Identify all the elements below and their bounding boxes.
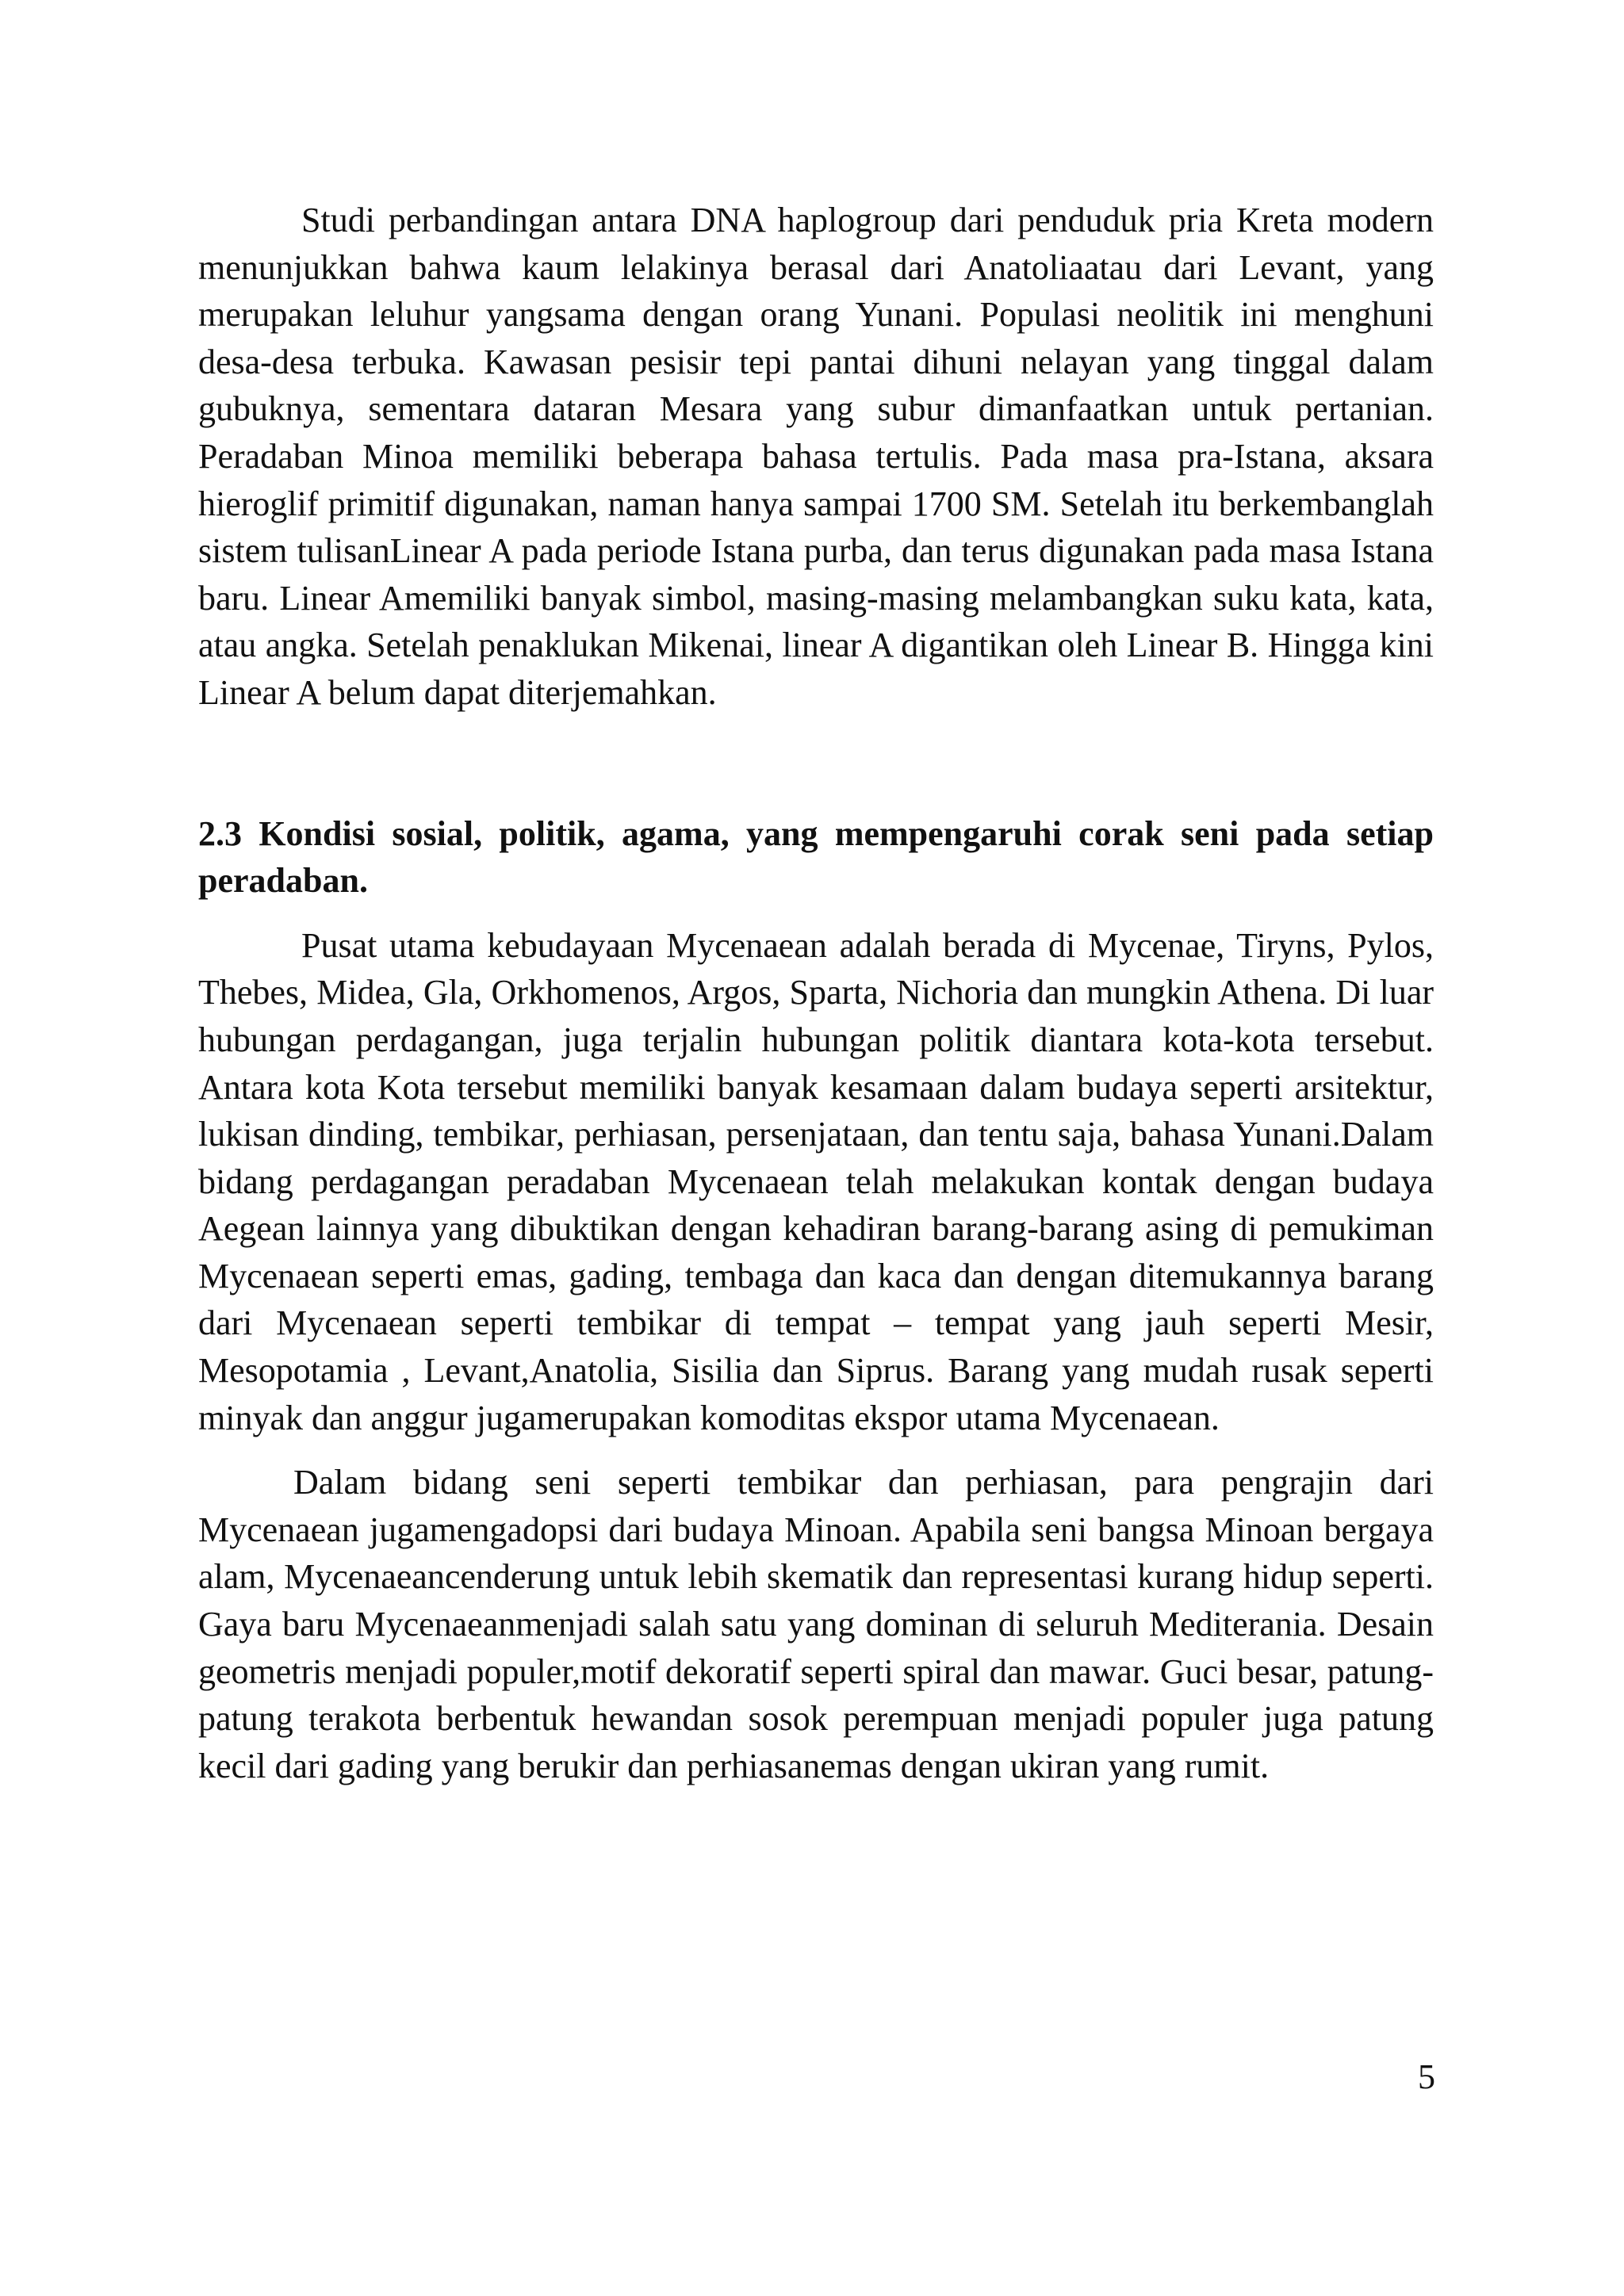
page-number: 5 [1418,2057,1435,2096]
paragraph-mycenaean-art: Dalam bidang seni seperti tembikar dan perhiasan, para pengrajin dari Mycenaean jugamengadopsi dari budaya Minoan. Apabila seni bangsa Minoan bergaya alam, Mycenaeancenderung untuk lebih skematik dan representasi kurang hidup seperti. Gaya baru Mycenaeanmenjadi salah satu yang dominan di seluruh Mediterania. Desain geometris menjadi populer,motif dekoratif seperti spiral dan mawar. Guci besar, patung-patung terakota berbentuk hewandan sosok perempuan menjadi populer juga patung kecil dari gading yang berukir dan perhiasanemas dengan ukiran yang rumit. [198,1463,1434,1785]
paragraph-dna-haplogroup: Studi perbandingan antara DNA haplogroup dari penduduk pria Kreta modern menunjukkan bahwa kaum lelakinya berasal dari Anatoliaatau dari Levant, yang merupakan leluhur yangsama dengan orang Yunani. Populasi neolitik ini menghuni desa-desa terbuka. Kawasan pesisir tepi pantai dihuni nelayan yang tinggal dalam gubuknya, sementara dataran Mesara yang subur dimanfaatkan untuk pertanian. Peradaban Minoa memiliki beberapa bahasa tertulis. Pada masa pra-Istana, aksara hieroglif primitif digunakan, naman hanya sampai 1700 SM. Setelah itu berkembanglah sistem tulisanLinear A pada periode Istana purba, dan terus digunakan pada masa Istana baru. Linear Amemiliki banyak simbol, masing-masing melambangkan suku kata, kata, atau angka. Setelah penaklukan Mikenai, linear A digantikan oleh Linear B. Hingga kini Linear A belum dapat diterjemahkan. [198,201,1434,712]
page-content [198,197,1434,1789]
section-heading: 2.3 Kondisi sosial, politik, agama, yang mempengaruhi corak seni pada setiap peradaban. [198,813,1434,901]
paragraph-mycenaean-centers: Pusat utama kebudayaan Mycenaean adalah berada di Mycenae, Tiryns, Pylos, Thebes, Midea, Gla, Orkhomenos, Argos, Sparta, Nichoria dan mungkin Athena. Di luar hubungan perdagangan, juga terjalin hubungan politik diantara kota-kota tersebut. Antara kota Kota tersebut memiliki banyak kesamaan dalam budaya seperti arsitektur, lukisan dinding, tembikar, perhiasan, persenjataan, dan tentu saja, bahasa Yunani.Dalam bidang perdagangan peradaban Mycenaean telah melakukan kontak dengan budaya Aegean lainnya yang dibuktikan dengan kehadiran barang-barang asing di pemukiman Mycenaean seperti emas, gading, tembaga dan kaca dan dengan ditemukannya barang dari Mycenaean seperti tembikar di tempat – tempat yang jauh seperti Mesir, Mesopotamia , Levant,Anatolia, Sisilia dan Siprus. Barang yang mudah rusak seperti minyak dan anggur jugamerupakan komoditas ekspor utama Mycenaean. [198,925,1434,1437]
